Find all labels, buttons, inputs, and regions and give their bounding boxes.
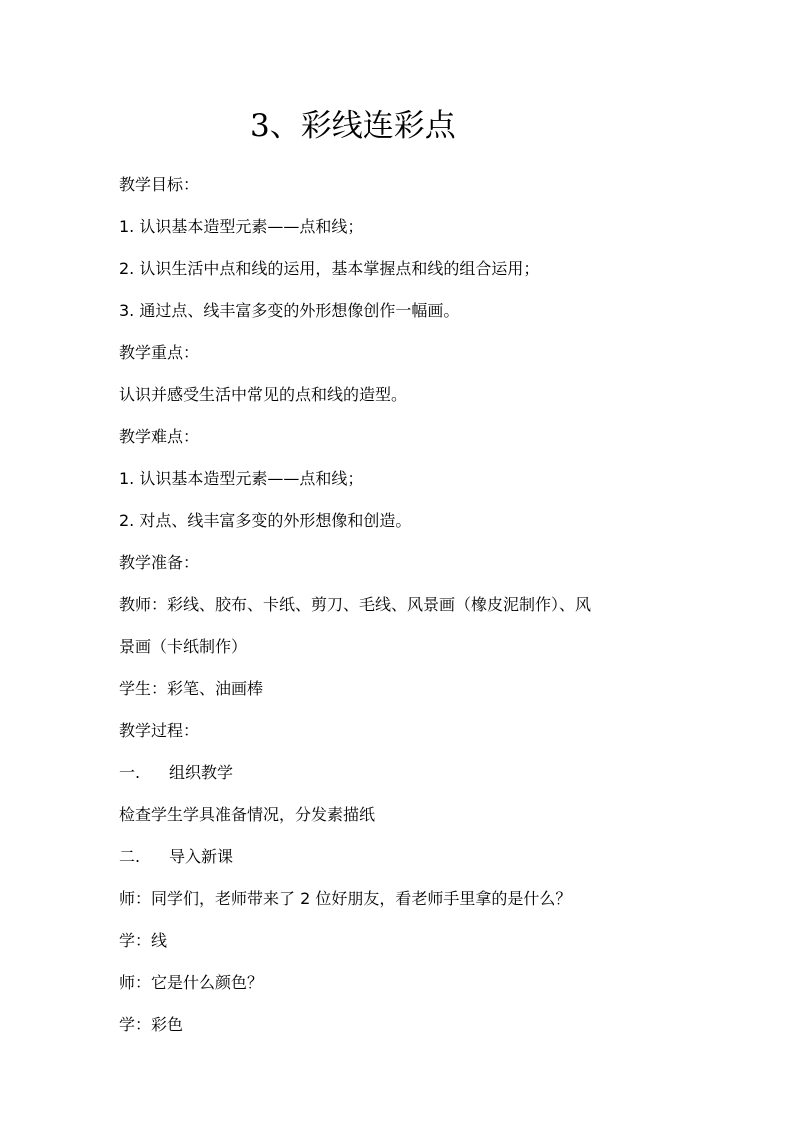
section-1-number: 一. (119, 763, 141, 782)
objectives-heading: 教学目标： (119, 175, 200, 194)
objective-item-1: 1. 认识基本造型元素——点和线； (119, 217, 364, 236)
key-points-text: 认识并感受生活中常见的点和线的造型。 (119, 385, 408, 404)
section-2-title: 导入新课 (169, 847, 234, 866)
teacher-prep-line-2: 景画（卡纸制作） (119, 637, 248, 656)
dialogue-line-4: 学：彩色 (119, 1015, 184, 1034)
section-1-title: 组织教学 (169, 763, 234, 782)
section-2-heading (119, 836, 689, 878)
section-1-heading (119, 752, 689, 794)
key-points-heading: 教学重点： (119, 343, 200, 362)
section-2-number: 二. (119, 847, 141, 866)
preparation-heading: 教学准备： (119, 553, 200, 572)
document-title: 3、彩线连彩点 (250, 108, 456, 144)
process-heading: 教学过程： (119, 721, 200, 740)
dialogue-line-2: 学：线 (119, 931, 168, 950)
difficulty-item-2: 2. 对点、线丰富多变的外形想像和创造。 (119, 511, 412, 530)
objective-item-3: 3. 通过点、线丰富多变的外形想像创作一幅画。 (119, 301, 460, 320)
difficulty-heading: 教学难点： (119, 427, 200, 446)
dialogue-line-3: 师：它是什么颜色？ (119, 973, 264, 992)
student-prep: 学生：彩笔、油画棒 (119, 679, 264, 698)
teacher-prep-line-1: 教师：彩线、胶布、卡纸、剪刀、毛线、风景画（橡皮泥制作）、风 (119, 595, 592, 614)
document-body (119, 164, 689, 1046)
dialogue-line-1: 师：同学们，老师带来了 2 位好朋友，看老师手里拿的是什么？ (119, 889, 572, 908)
difficulty-item-1: 1. 认识基本造型元素——点和线； (119, 469, 364, 488)
section-1-text: 检查学生学具准备情况，分发素描纸 (119, 805, 376, 824)
objective-item-2: 2. 认识生活中点和线的运用，基本掌握点和线的组合运用； (119, 259, 540, 278)
